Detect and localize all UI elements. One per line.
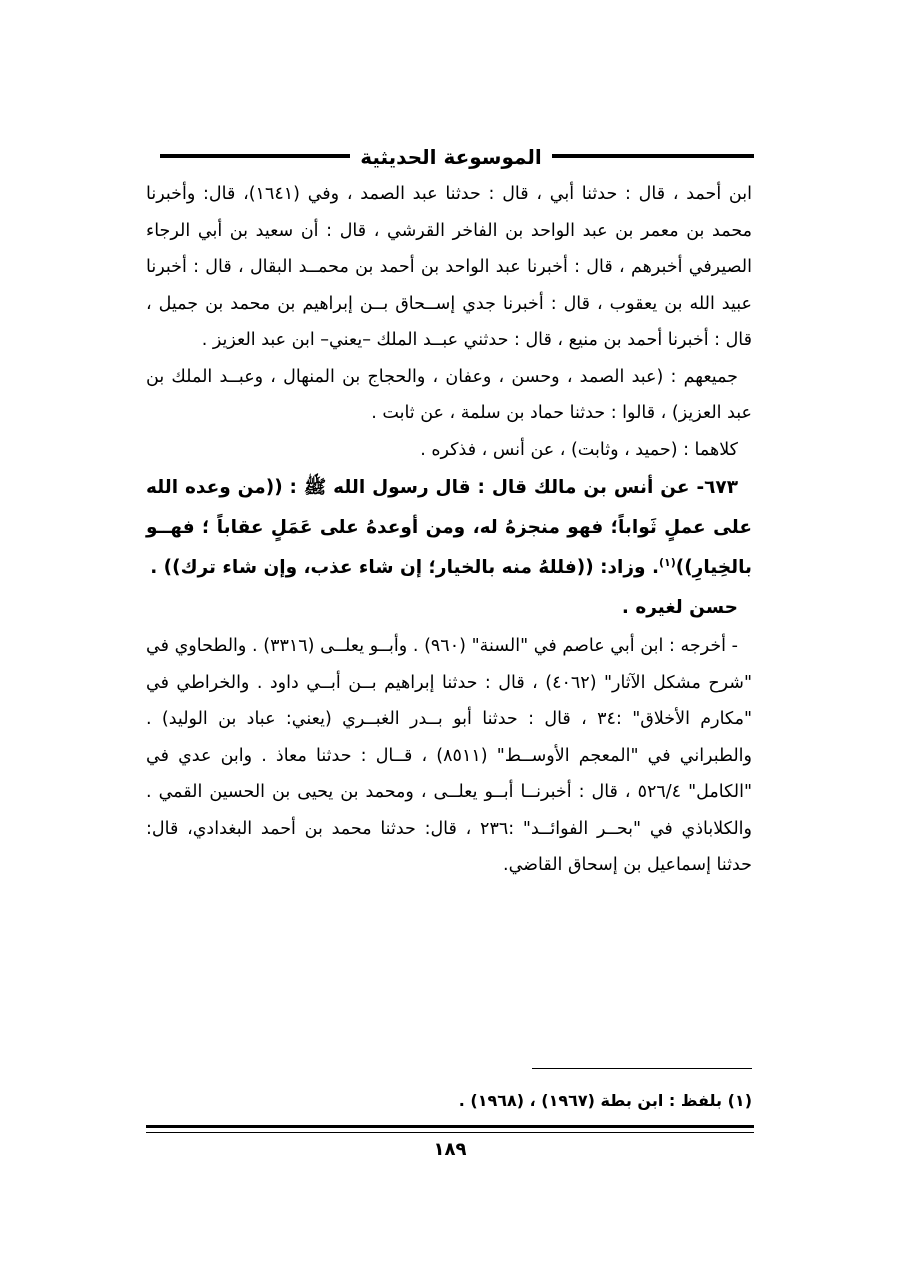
hadith-addition: . وزاد: ((فللهُ منه بالخيار؛ إن شاء عذب، وإن شاء ترك)) . — [150, 557, 659, 578]
footnote-separator — [532, 1068, 752, 1069]
isnad-paragraph: ابن أحمد ، قال : حدثنا أبي ، قال : حدثنا عبد الصمد ، وفي (١٦٤١)، قال: وأخبرنا محمد بن معمر بن عبد الواحد بن الفاخر القرشي ، قال : أن سعيد بن أبي الرجاء الصيرفي أخبرهم ، قال : أخبرنا عبد الواحد بن أحمد بن محمــد البقال ، قال : أخبرنا عبيد الله بن يعقوب ، قال : أخبرنا جدي إســحاق بــن إبراهيم بن محمد بن جميل ، قال : أخبرنا أحمد بن منيع ، قال : حدثني عبــد الملك –يعني– ابن عبد العزيز . — [146, 184, 752, 350]
header-title: الموسوعة الحديثية — [350, 145, 552, 169]
page-number: ١٨٩ — [433, 1139, 467, 1160]
hadith-grade: حسن لغيره . — [621, 597, 738, 618]
both-chains-paragraph: كلاهما : (حميد ، وثابت) ، عن أنس ، فذكره . — [420, 439, 738, 460]
footnote: (١) بلفظ : ابن بطة (١٩٦٧) ، (١٩٦٨) . — [458, 1091, 752, 1110]
hadith-text — [146, 468, 752, 588]
footnote-ref: (١) — [658, 555, 676, 569]
running-header — [148, 140, 754, 174]
header-title-wrap — [148, 140, 754, 174]
main-text — [146, 176, 752, 884]
combined-chains-paragraph: جميعهم : (عبد الصمد ، وحسن ، وعفان ، والحجاج بن المنهال ، وعبــد الملك بن عبد العزيز) ، قالوا : حدثنا حماد بن سلمة ، عن ثابت . — [146, 366, 752, 423]
footer-rule — [146, 1125, 754, 1133]
takhrij-paragraph: - أخرجه : ابن أبي عاصم في "السنة" (٩٦٠) . وأبــو يعلــى (٣٣١٦) . والطحاوي في "شرح مشكل الآثار" (٤٠٦٢) ، قال : حدثنا إبراهيم بــن أبــي داود . والخراطي في "مكارم الأخلاق" :٣٤ ، قال : حدثنا أبو بــدر الغبــري (يعني: عباد بن الوليد) . والطبراني في "المعجم الأوســط" (٨٥١١) ، قــال : حدثنا معاذ . وابن عدي في "الكامل" ٥٢٦/٤ ، قال : أخبرنــا أبــو يعلــى ، ومحمد بن يحيى بن الحسين القمي . والكلاباذي في "بحــر الفوائــد" :٢٣٦ ، قال: حدثنا محمد بن أحمد البغدادي، قال: حدثنا إسماعيل بن إسحاق القاضي. — [146, 636, 752, 875]
hadith-main: ٦٧٣- عن أنس بن مالك قال : قال رسول الله ﷺ : ((من وعده الله على عملٍ ثَواباً؛ فهو منجزهُ له، ومن أوعدهُ على عَمَلٍ عقاباً ؛ فهــو بالخِيارِ)) — [146, 477, 752, 578]
